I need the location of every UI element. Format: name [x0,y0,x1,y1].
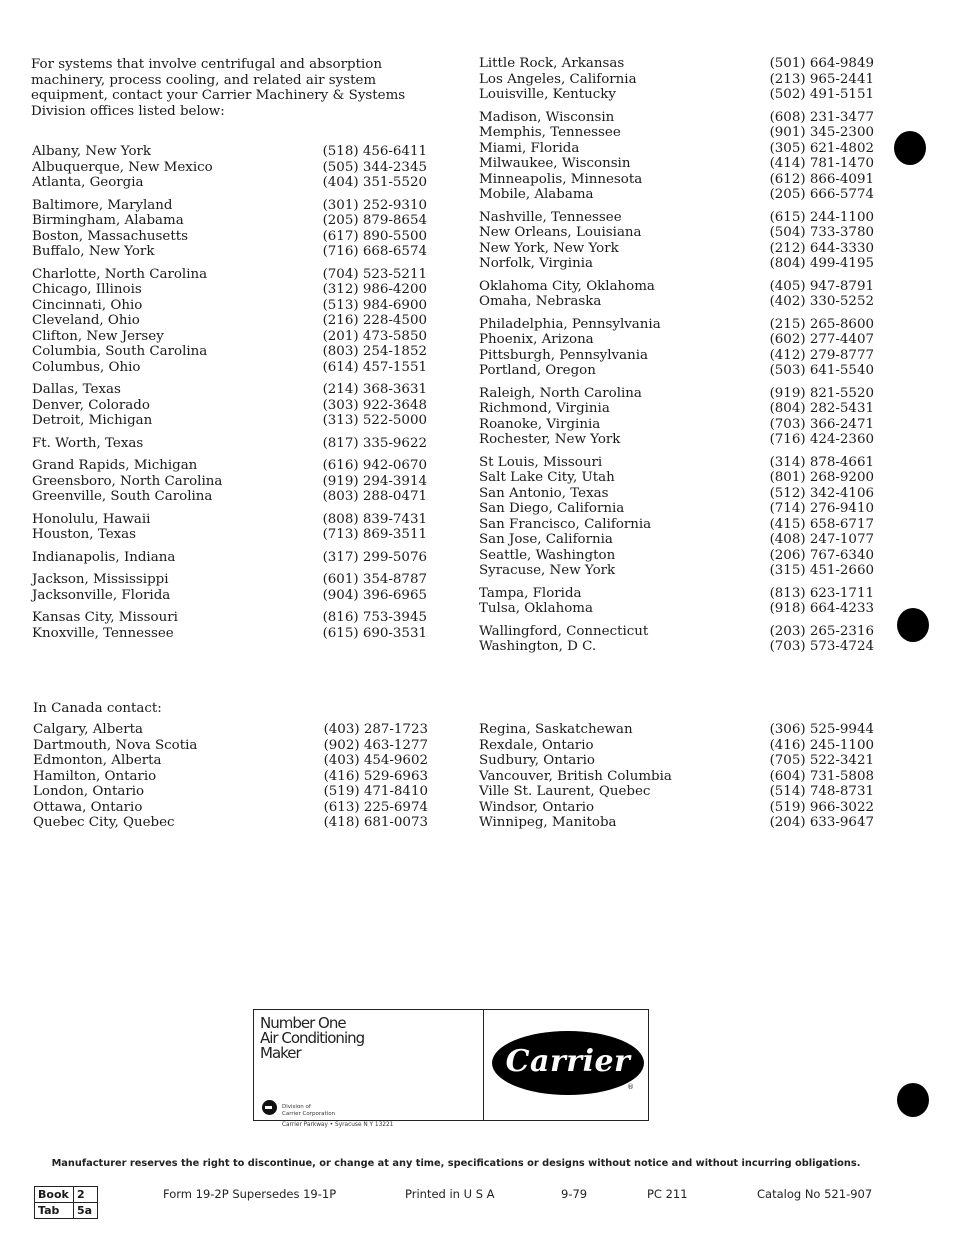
office-city: Pittsburgh, Pennsylvania [479,347,648,363]
office-city: Atlanta, Georgia [32,175,144,190]
office-row [479,125,874,141]
office-phone: (608) 231-3477 [769,109,874,125]
office-city: Ottawa, Ontario [33,799,143,815]
division-logo-icon [262,1100,277,1115]
office-city: Quebec City, Quebec [33,815,175,830]
canada-heading: In Canada contact: [33,701,162,716]
office-phone: (703) 366-2471 [769,416,874,432]
carrier-logo-icon [492,1031,644,1095]
us-offices-right-column [479,56,874,662]
office-row [33,753,428,769]
office-row [479,784,874,800]
office-phone: (713) 869-3511 [322,527,427,542]
office-phone: (206) 767-6340 [769,547,874,563]
office-phone: (716) 668-6574 [322,244,427,259]
office-row [33,784,428,800]
print-date: 9-79 [561,1187,588,1201]
office-phone: (503) 641-5540 [769,363,874,378]
binder-hole-icon [897,1083,929,1117]
office-city: Sudbury, Ontario [479,753,595,768]
office-row [479,187,874,203]
office-phone: (801) 268-9200 [769,470,874,485]
office-phone: (602) 277-4407 [769,332,874,347]
office-city: San Jose, California [479,532,613,547]
office-city: Birmingham, Alabama [32,213,184,228]
office-row [32,626,427,642]
office-city: Jackson, Mississippi [32,572,169,587]
office-row [479,225,874,241]
office-phone: (205) 879-8654 [322,213,427,228]
office-phone: (919) 294-3914 [322,473,427,489]
office-row [32,436,427,452]
office-row [32,610,427,626]
tab-value: 5a [74,1203,98,1219]
book-label: Book [35,1187,74,1203]
office-city: Albany, New York [32,144,152,159]
office-row [479,256,874,272]
office-row [33,722,428,738]
office-phone: (416) 245-1100 [769,737,874,753]
office-city: Albuquerque, New Mexico [32,159,213,175]
office-phone: (403) 287-1723 [323,722,428,737]
office-phone: (306) 525-9944 [769,722,874,737]
office-phone: (901) 345-2300 [769,125,874,140]
office-city: London, Ontario [33,784,145,799]
office-row [479,601,874,617]
office-city: Memphis, Tennessee [479,125,621,140]
slogan-line: Number One [260,1014,346,1032]
office-phone: (213) 965-2441 [769,71,874,87]
office-phone: (301) 252-9310 [322,197,427,213]
office-phone: (313) 522-5000 [322,413,427,428]
office-row [479,363,874,379]
binder-hole-icon [897,608,929,642]
office-city: Regina, Saskatchewan [479,722,633,737]
office-phone: (803) 254-1852 [322,344,427,359]
office-city: Omaha, Nebraska [479,294,602,309]
office-city: Dallas, Texas [32,382,121,397]
office-row [479,156,874,172]
catalog-number: Catalog No 521-907 [757,1187,873,1201]
office-row [479,279,874,295]
registered-mark: ® [627,1083,634,1091]
office-city: Chicago, Illinois [32,282,142,297]
office-phone: (704) 523-5211 [322,266,427,282]
office-city: Jacksonville, Florida [32,587,171,603]
office-city: New Orleans, Louisiana [479,225,642,240]
office-phone: (716) 424-2360 [769,432,874,447]
office-city: Columbia, South Carolina [32,344,208,359]
office-phone: (804) 499-4195 [769,256,874,271]
office-city: Rexdale, Ontario [479,737,594,753]
office-row [32,360,427,376]
office-row [32,267,427,283]
office-row [32,398,427,414]
office-row [479,172,874,188]
office-row [479,517,874,533]
office-phone: (615) 244-1100 [769,209,874,225]
logo-divider [483,1010,484,1120]
office-phone: (617) 890-5500 [322,228,427,244]
office-group [479,279,874,310]
office-row [479,548,874,564]
office-row [479,332,874,348]
office-phone: (613) 225-6974 [323,799,428,815]
office-phone: (403) 454-9602 [323,753,428,768]
office-phone: (504) 733-3780 [769,225,874,240]
office-row [479,110,874,126]
office-group [32,198,427,260]
office-city: Buffalo, New York [32,244,155,259]
office-row [479,800,874,816]
office-row [32,198,427,214]
office-city: Hamilton, Ontario [33,768,157,784]
office-row [33,815,428,831]
office-row [479,87,874,103]
office-phone: (604) 731-5808 [769,768,874,784]
office-phone: (918) 664-4233 [769,601,874,616]
office-phone: (705) 522-3421 [769,753,874,768]
office-city: Miami, Florida [479,140,580,156]
office-phone: (317) 299-5076 [322,549,427,565]
office-phone: (303) 922-3648 [322,397,427,413]
office-group [32,144,427,191]
office-row [479,753,874,769]
office-row [479,586,874,602]
office-row [479,722,874,738]
pc-code: PC 211 [647,1187,688,1201]
office-city: Charlotte, North Carolina [32,266,208,282]
office-phone: (405) 947-8791 [769,278,874,294]
office-row [32,329,427,345]
disclaimer: Manufacturer reserves the right to discontinue, or change at any time, specifications or designs without notice and without incurring obligations. [51,1158,861,1169]
office-city: Tulsa, Oklahoma [479,601,593,616]
office-group [479,624,874,655]
office-phone: (505) 344-2345 [322,159,427,175]
office-city: Cleveland, Ohio [32,313,140,328]
office-row [32,175,427,191]
office-city: Kansas City, Missouri [32,610,178,625]
office-group [32,610,427,641]
office-phone: (216) 228-4500 [322,313,427,328]
office-city: Denver, Colorado [32,397,150,413]
office-phone: (502) 491-5151 [769,87,874,102]
printed-in: Printed in U S A [405,1187,495,1201]
office-city: Washington, D C. [479,639,597,654]
office-city: Dartmouth, Nova Scotia [33,737,198,753]
office-phone: (305) 621-4802 [769,140,874,156]
book-tab-box [34,1186,98,1219]
office-row [32,229,427,245]
office-city: Mobile, Alabama [479,187,594,202]
office-row [32,144,427,160]
office-city: Honolulu, Hawaii [32,511,151,527]
office-phone: (616) 942-0670 [322,458,427,473]
office-city: Greensboro, North Carolina [32,473,223,489]
office-city: Los Angeles, California [479,71,637,87]
office-group [479,56,874,103]
office-phone: (414) 781-1470 [769,156,874,171]
office-group [479,386,874,448]
office-row [479,432,874,448]
office-city: Columbus, Ohio [32,359,141,375]
office-phone: (804) 282-5431 [769,401,874,416]
office-city: Louisville, Kentucky [479,87,616,102]
office-phone: (514) 748-8731 [769,784,874,799]
office-phone: (808) 839-7431 [322,511,427,527]
office-city: Cincinnati, Ohio [32,297,143,313]
division-line: Carrier Corporation [282,1110,336,1117]
office-city: Knoxville, Tennessee [32,625,174,641]
office-row [32,527,427,543]
office-group [479,586,874,617]
office-phone: (214) 368-3631 [322,382,427,397]
office-city: Raleigh, North Carolina [479,385,642,401]
office-city: Portland, Oregon [479,363,596,378]
office-city: Oklahoma City, Oklahoma [479,278,655,294]
office-row [32,282,427,298]
office-row [479,501,874,517]
office-group [479,455,874,579]
office-row [32,474,427,490]
canada-offices-right-column [479,722,874,831]
office-group [32,436,427,452]
office-city: Norfolk, Virginia [479,256,593,271]
office-row [479,56,874,72]
office-phone: (408) 247-1077 [769,532,874,547]
slogan [260,1016,364,1061]
office-row [479,532,874,548]
office-row [32,550,427,566]
office-city: Roanoke, Virginia [479,416,601,432]
office-row [479,386,874,402]
office-city: Minneapolis, Minnesota [479,171,643,187]
office-city: Windsor, Ontario [479,799,595,815]
office-city: Edmonton, Alberta [33,753,162,768]
office-row [479,639,874,655]
office-phone: (215) 265-8600 [769,316,874,332]
office-city: Detroit, Michigan [32,413,153,428]
office-phone: (314) 878-4661 [769,454,874,470]
office-city: Little Rock, Arkansas [479,56,625,71]
office-row [32,588,427,604]
division-text [282,1104,335,1117]
office-city: Syracuse, New York [479,563,616,578]
office-phone: (614) 457-1551 [322,359,427,375]
office-row [479,210,874,226]
office-group [32,550,427,566]
office-city: San Francisco, California [479,516,652,532]
tab-label: Tab [35,1203,74,1219]
office-city: Winnipeg, Manitoba [479,815,617,830]
office-group [32,382,427,429]
office-phone: (312) 986-4200 [322,282,427,297]
office-phone: (201) 473-5850 [322,328,427,344]
office-city: Milwaukee, Wisconsin [479,156,631,171]
office-group [32,267,427,376]
office-city: Phoenix, Arizona [479,332,594,347]
office-city: Grand Rapids, Michigan [32,458,198,473]
office-row [479,738,874,754]
office-phone: (612) 866-4091 [769,171,874,187]
office-phone: (203) 265-2316 [769,623,874,639]
office-phone: (615) 690-3531 [322,625,427,641]
form-number: Form 19-2P Supersedes 19-1P [163,1187,337,1201]
office-city: San Diego, California [479,501,625,516]
office-phone: (904) 396-6965 [322,587,427,603]
canada-offices-left-column [33,722,428,831]
office-row [479,486,874,502]
office-row [32,413,427,429]
office-row [479,470,874,486]
office-city: New York, New York [479,240,619,256]
office-row [479,455,874,471]
office-row [32,298,427,314]
office-phone: (402) 330-5252 [769,294,874,309]
office-city: Baltimore, Maryland [32,197,173,213]
office-phone: (902) 463-1277 [323,737,428,753]
office-row [479,624,874,640]
division-line: Division of [282,1104,311,1110]
office-city: Wallingford, Connecticut [479,623,649,639]
binder-hole-icon [894,131,926,165]
office-phone: (817) 335-9622 [322,435,427,451]
office-phone: (501) 664-9849 [769,56,874,71]
office-row [32,512,427,528]
office-row [32,344,427,360]
office-group [32,458,427,505]
office-phone: (519) 471-8410 [323,784,428,799]
office-city: Vancouver, British Columbia [479,768,672,784]
office-group [32,512,427,543]
office-row [479,417,874,433]
office-phone: (813) 623-1711 [769,585,874,601]
office-phone: (601) 354-8787 [322,572,427,587]
office-city: Calgary, Alberta [33,722,143,737]
office-city: Madison, Wisconsin [479,109,615,125]
office-row [32,489,427,505]
office-row [479,401,874,417]
office-city: Philadelphia, Pennsylvania [479,316,661,332]
office-city: Ville St. Laurent, Quebec [479,784,651,799]
office-city: Rochester, New York [479,432,621,447]
office-city: Salt Lake City, Utah [479,470,615,485]
office-phone: (418) 681-0073 [323,815,428,830]
office-row [479,294,874,310]
slogan-line: Air Conditioning [260,1029,365,1047]
office-row [33,738,428,754]
office-phone: (404) 351-5520 [322,175,427,190]
office-phone: (919) 821-5520 [769,385,874,401]
office-group [479,110,874,203]
office-row [479,563,874,579]
office-row [32,458,427,474]
office-row [32,213,427,229]
office-row [32,313,427,329]
office-row [479,769,874,785]
office-city: San Antonio, Texas [479,485,609,501]
office-row [479,141,874,157]
office-city: Nashville, Tennessee [479,209,622,225]
us-offices-left-column [32,144,427,648]
office-row [32,572,427,588]
office-phone: (816) 753-3945 [322,610,427,625]
office-phone: (212) 644-3330 [769,240,874,256]
office-row [32,244,427,260]
office-phone: (703) 573-4724 [769,639,874,654]
office-phone: (415) 658-6717 [769,516,874,532]
office-phone: (512) 342-4106 [769,485,874,501]
office-group [32,572,427,603]
corporate-address: Carrier Parkway • Syracuse N Y 13221 [282,1122,394,1128]
office-city: Clifton, New Jersey [32,328,164,344]
office-phone: (416) 529-6963 [323,768,428,784]
carrier-brand-text: Carrier [505,1044,631,1079]
office-row [33,769,428,785]
intro-paragraph: For systems that involve centrifugal and absorption machinery, process cooling, and related air system equipment, contact your Carrier Machinery & Systems Division offices listed below: [31,57,406,119]
slogan-line: Maker [260,1044,301,1062]
office-row [479,241,874,257]
book-value: 2 [74,1187,98,1203]
office-city: Boston, Massachusetts [32,228,188,244]
office-row [479,72,874,88]
office-city: Ft. Worth, Texas [32,435,144,451]
office-phone: (518) 456-6411 [322,144,427,159]
office-phone: (803) 288-0471 [322,489,427,504]
office-row [479,317,874,333]
office-phone: (714) 276-9410 [769,501,874,516]
office-row [32,160,427,176]
office-phone: (412) 279-8777 [769,347,874,363]
carrier-logo-panel [253,1009,649,1121]
office-row [33,800,428,816]
office-row [479,348,874,364]
office-city: Indianapolis, Indiana [32,549,176,565]
office-city: Houston, Texas [32,527,137,542]
office-phone: (204) 633-9647 [769,815,874,830]
office-phone: (315) 451-2660 [769,563,874,578]
office-phone: (205) 666-5774 [769,187,874,202]
office-city: Seattle, Washington [479,547,616,563]
office-city: St Louis, Missouri [479,454,603,470]
office-phone: (519) 966-3022 [769,799,874,815]
office-group [479,317,874,379]
office-city: Greenville, South Carolina [32,489,213,504]
office-row [479,815,874,831]
office-group [479,210,874,272]
office-city: Richmond, Virginia [479,401,610,416]
office-city: Tampa, Florida [479,585,582,601]
office-phone: (513) 984-6900 [322,297,427,313]
office-row [32,382,427,398]
